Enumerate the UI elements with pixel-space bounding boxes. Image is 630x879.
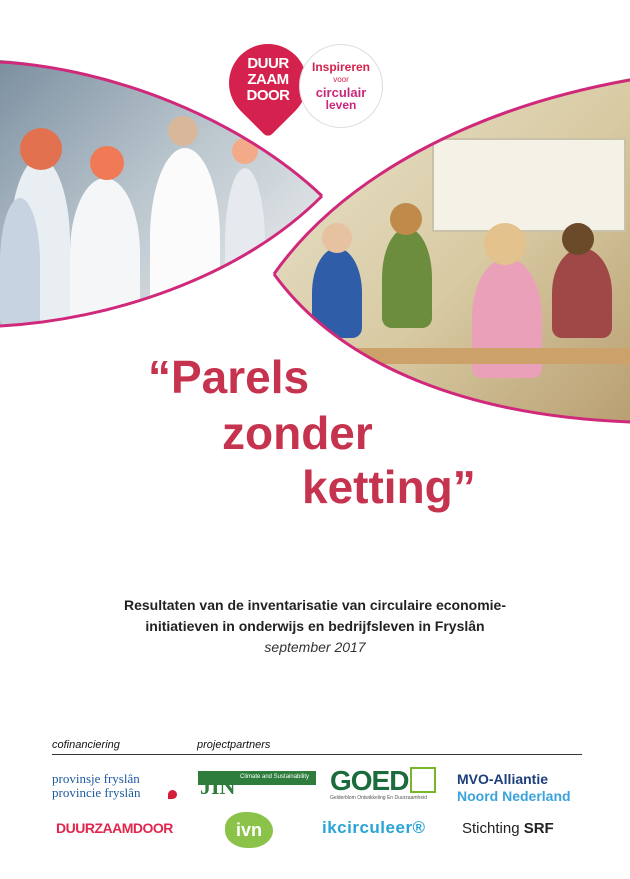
left-frame-bottom-edge bbox=[0, 196, 322, 326]
projectpartners-label: projectpartners bbox=[197, 739, 271, 751]
goed-tagline: Gelderblom Ontwikkeling En Duurzaamheid bbox=[330, 795, 427, 801]
jin-wordmark: JIN bbox=[200, 774, 236, 799]
srf-bold: SRF bbox=[523, 820, 554, 837]
mvo-line2: Noord Nederland bbox=[457, 788, 571, 804]
goed-logo bbox=[330, 765, 427, 801]
subtitle-line-2: initiatieven in onderwijs en bedrijfsleven in Fryslân bbox=[145, 618, 485, 634]
cofinanciering-label: cofinanciering bbox=[52, 739, 120, 751]
title-line-1: “Parels bbox=[148, 351, 310, 403]
provinsje-line1: provinsje fryslân bbox=[52, 771, 140, 786]
title-line-2: zonder bbox=[222, 407, 373, 459]
subtitle-line-1: Resultaten van de inventarisatie van circulaire economie- bbox=[123, 597, 507, 613]
jin-logo bbox=[198, 771, 316, 799]
logo-drop-text bbox=[233, 56, 303, 104]
mvo-line1: MVO-Alliantie bbox=[457, 771, 549, 787]
provinsje-line2: provincie fryslân bbox=[52, 785, 141, 800]
footer-divider bbox=[52, 754, 582, 755]
document-subtitle bbox=[0, 595, 630, 637]
logo-tagline-bubble bbox=[299, 44, 383, 128]
duurzaamdoor-logo bbox=[229, 44, 399, 134]
logo-drop-line3: DOOR bbox=[246, 87, 290, 104]
duurzaamdoor-wordmark: DUURZAAMDOOR bbox=[56, 820, 173, 836]
provincie-heart-icon bbox=[168, 790, 177, 799]
logo-tagline-line1: Inspireren bbox=[311, 60, 371, 74]
logo-tagline-line4: leven bbox=[325, 98, 357, 112]
srf-prefix: Stichting bbox=[462, 820, 524, 837]
goed-wordmark: GOED bbox=[330, 765, 409, 796]
logo-drop-line1: DUUR bbox=[247, 55, 289, 72]
jin-tagline: Climate and Sustainability bbox=[240, 774, 310, 780]
publication-date: september 2017 bbox=[264, 639, 366, 655]
mvo-alliantie-logo bbox=[457, 771, 571, 805]
ikcirculeer-logo: ikcirculeer® bbox=[322, 818, 426, 837]
ivn-logo: ivn bbox=[225, 812, 273, 848]
logo-tagline-line2: voor bbox=[333, 75, 349, 84]
logo-drop-line2: ZAAM bbox=[247, 71, 289, 88]
logo-tagline-line3: circulair bbox=[315, 85, 367, 100]
stichting-srf-logo bbox=[462, 820, 554, 837]
checkbox-check-icon bbox=[410, 767, 436, 793]
provincie-fryslan-logo bbox=[52, 772, 140, 800]
title-line-3: ketting” bbox=[302, 461, 476, 513]
right-frame-bottom-edge bbox=[274, 274, 630, 422]
